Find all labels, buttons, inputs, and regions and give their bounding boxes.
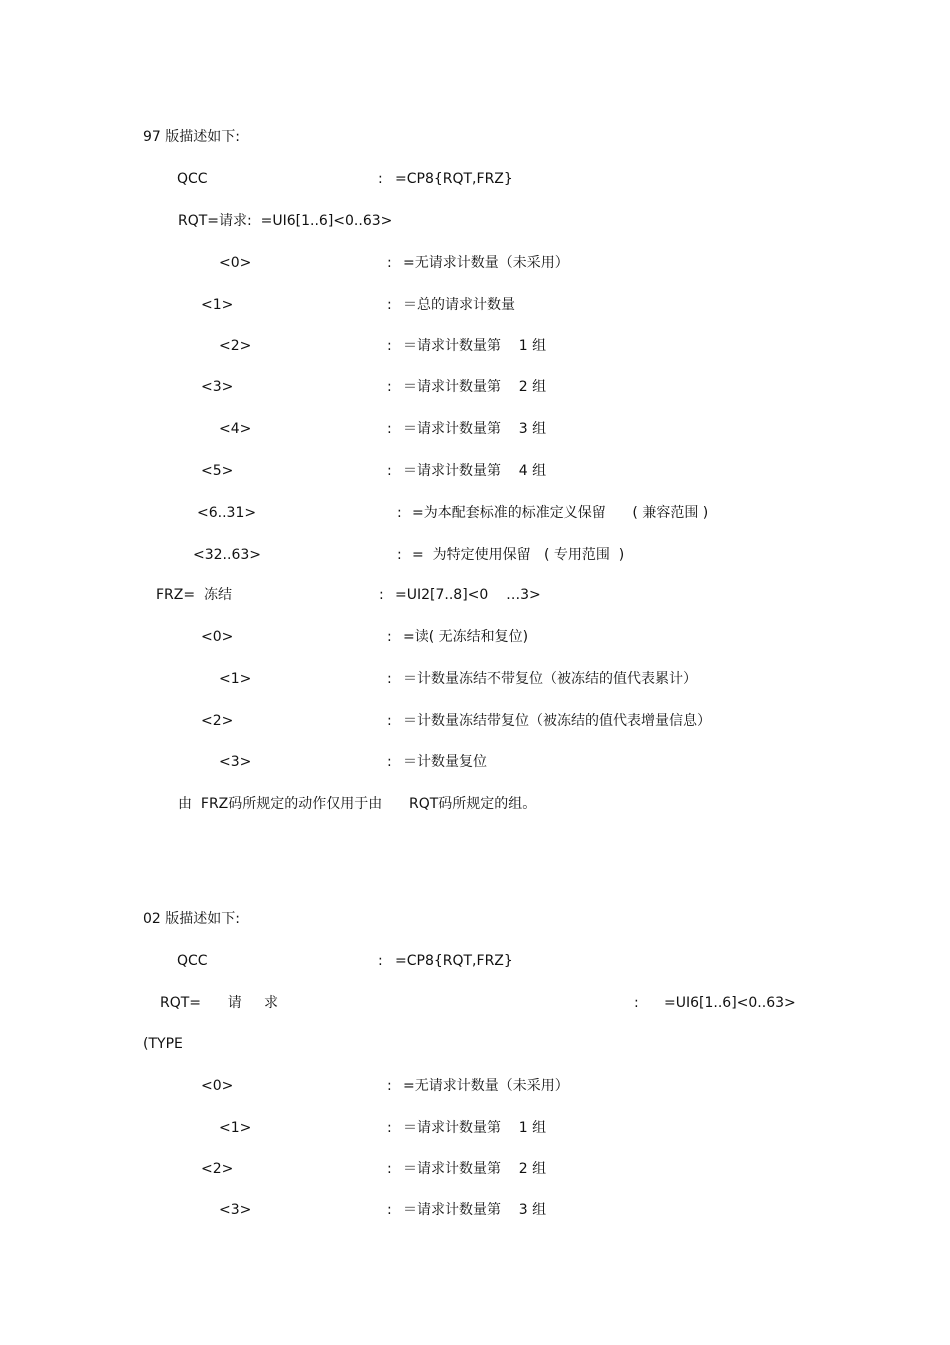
rqt-code: <1> xyxy=(201,297,234,313)
colon: : xyxy=(387,297,392,313)
rqt-code: <32..63> xyxy=(193,547,261,563)
rqt-code: <3> xyxy=(201,379,234,395)
colon: : xyxy=(387,421,392,437)
frz-note: 由 FRZ码所规定的动作仅用于由 RQT码所规定的组。 xyxy=(178,796,537,812)
rqt-value: =UI6[1..6]<0..63> xyxy=(664,995,796,1011)
colon: : xyxy=(387,1161,392,1177)
rqt-meaning: ＝请求计数量第 4 组 xyxy=(403,463,547,479)
rqt-label: RQT= 请 求 xyxy=(160,995,278,1011)
frz-label: FRZ= 冻结 xyxy=(156,587,233,603)
frz-meaning: ＝计数量冻结带复位（被冻结的值代表增量信息） xyxy=(403,713,711,729)
frz-meaning: =读( 无冻结和复位) xyxy=(403,629,529,645)
rqt-code: <6..31> xyxy=(197,505,257,521)
colon: : xyxy=(387,1202,392,1218)
colon: : xyxy=(378,953,383,969)
qcc-value: =CP8{RQT,FRZ} xyxy=(395,171,513,187)
rqt-meaning: ＝请求计数量第 1 组 xyxy=(403,1120,547,1136)
rqt-code: <0> xyxy=(219,255,252,271)
qcc-value: =CP8{RQT,FRZ} xyxy=(395,953,513,969)
type-label: (TYPE xyxy=(143,1036,183,1052)
frz-code: <0> xyxy=(201,629,234,645)
rqt-code: <2> xyxy=(201,1161,234,1177)
colon: : xyxy=(634,995,639,1011)
rqt-meaning: ＝请求计数量第 1 组 xyxy=(403,338,547,354)
rqt-meaning: ＝总的请求计数量 xyxy=(403,297,515,313)
colon: : xyxy=(378,171,383,187)
rqt-meaning: ＝请求计数量第 3 组 xyxy=(403,421,547,437)
rqt-meaning: ＝请求计数量第 3 组 xyxy=(403,1202,547,1218)
rqt-meaning: =无请求计数量（未采用） xyxy=(403,255,569,271)
colon: : xyxy=(387,379,392,395)
rqt-code: <1> xyxy=(219,1120,252,1136)
qcc-label: QCC xyxy=(177,171,208,187)
rqt-meaning: = 为特定使用保留 ( 专用范围 ) xyxy=(412,547,625,563)
rqt-meaning: =无请求计数量（未采用） xyxy=(403,1078,569,1094)
colon: : xyxy=(387,754,392,770)
colon: : xyxy=(387,629,392,645)
section-97-heading: 97 版描述如下: xyxy=(143,129,240,145)
frz-code: <1> xyxy=(219,671,252,687)
frz-code: <3> xyxy=(219,754,252,770)
colon: : xyxy=(397,547,402,563)
rqt-code: <4> xyxy=(219,421,252,437)
rqt-code: <2> xyxy=(219,338,252,354)
rqt-code: <0> xyxy=(201,1078,234,1094)
colon: : xyxy=(387,255,392,271)
rqt-meaning: ＝请求计数量第 2 组 xyxy=(403,379,547,395)
colon: : xyxy=(387,338,392,354)
colon: : xyxy=(397,505,402,521)
rqt-meaning: ＝请求计数量第 2 组 xyxy=(403,1161,547,1177)
frz-meaning: ＝计数量冻结不带复位（被冻结的值代表累计） xyxy=(403,671,697,687)
colon: : xyxy=(387,671,392,687)
colon: : xyxy=(379,587,384,603)
rqt-meaning: =为本配套标准的标准定义保留 ( 兼容范围 ) xyxy=(412,505,709,521)
frz-meaning: ＝计数量复位 xyxy=(403,754,487,770)
frz-value: =UI2[7..8]<0 …3> xyxy=(395,587,541,603)
rqt-code: <3> xyxy=(219,1202,252,1218)
colon: : xyxy=(387,713,392,729)
rqt-code: <5> xyxy=(201,463,234,479)
colon: : xyxy=(387,1120,392,1136)
section-02-heading: 02 版描述如下: xyxy=(143,911,240,927)
colon: : xyxy=(387,463,392,479)
colon: : xyxy=(387,1078,392,1094)
frz-code: <2> xyxy=(201,713,234,729)
qcc-label: QCC xyxy=(177,953,208,969)
rqt-definition: RQT=请求: =UI6[1..6]<0..63> xyxy=(178,213,393,229)
